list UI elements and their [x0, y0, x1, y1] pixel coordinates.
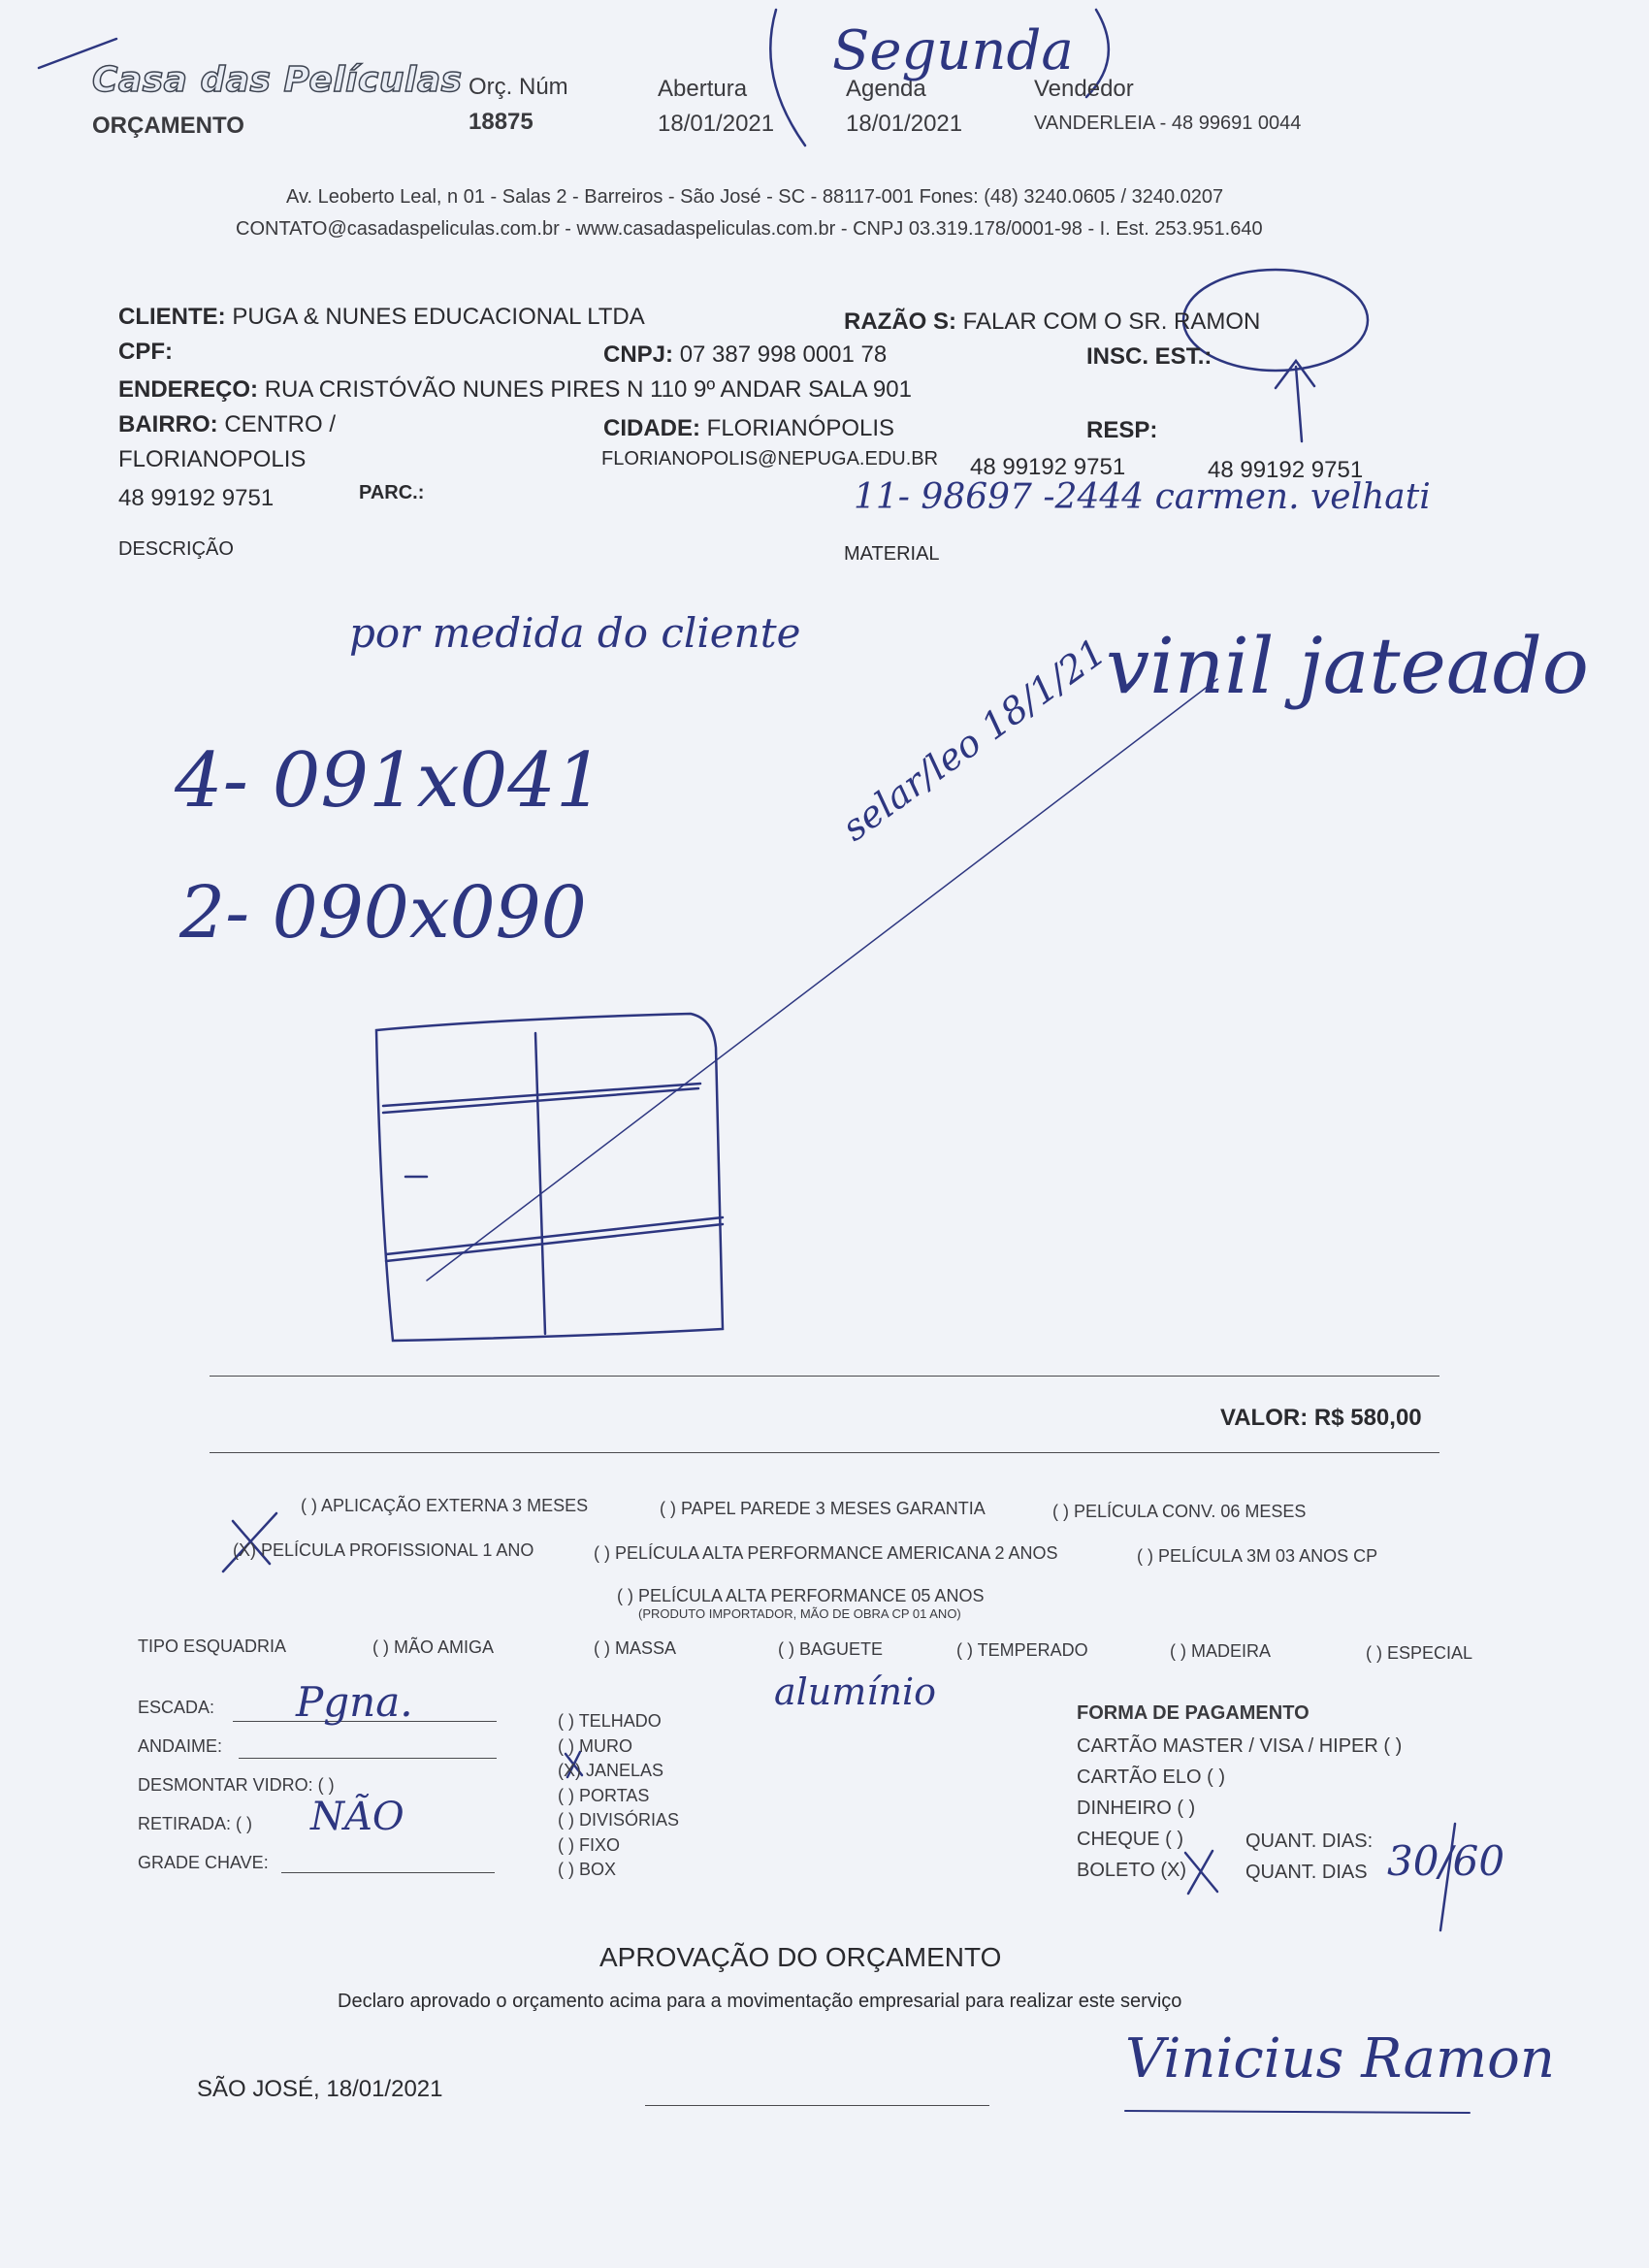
approval-place-date: SÃO JOSÉ, 18/01/2021	[197, 2076, 443, 2102]
client-email: FLORIANOPOLIS@NEPUGA.EDU.BR	[601, 448, 939, 470]
andaime-line	[239, 1758, 497, 1759]
retirada-label: RETIRADA: ( )	[138, 1814, 253, 1833]
escada-value: Pgna.	[296, 1678, 413, 1726]
handwritten-segunda: Segunda	[832, 19, 1074, 82]
valor-row: VALOR: R$ 580,00	[1220, 1405, 1422, 1431]
esquadria-label: TIPO ESQUADRIA	[138, 1636, 287, 1656]
window-frame-sketch	[376, 1014, 723, 1341]
handwritten-aluminio: alumínio	[774, 1670, 936, 1713]
client-phone-1: 48 99192 9751	[118, 485, 275, 511]
bracket-left-stroke	[770, 10, 805, 146]
payment-title: FORMA DE PAGAMENTO	[1077, 1702, 1310, 1724]
option-alta-performance-americana: ( ) PELÍCULA ALTA PERFORMANCE AMERICANA 2 ANOS	[594, 1543, 1058, 1563]
option-pelicula-conv: ( ) PELÍCULA CONV. 06 MESES	[1052, 1502, 1307, 1521]
handwritten-line-1: 4- 091x041	[175, 737, 604, 825]
endereco-row: ENDEREÇO: RUA CRISTÓVÃO NUNES PIRES N 110 9º ANDAR SALA 901	[118, 376, 912, 403]
payment-cartao-master: CARTÃO MASTER / VISA / HIPER ( )	[1077, 1735, 1403, 1757]
client-signature: Vinicius Ramon	[1125, 2027, 1555, 2090]
retirada-value: NÃO	[310, 1795, 404, 1839]
grade-chave-label: GRADE CHAVE:	[138, 1853, 269, 1872]
location-item: ( ) PORTAS	[558, 1785, 650, 1805]
x-mark-boleto	[1185, 1851, 1217, 1894]
window-divider-sketch	[535, 1033, 545, 1334]
location-item: ( ) BOX	[558, 1860, 617, 1879]
material-label: MATERIAL	[844, 543, 940, 565]
option-aplicacao-externa: ( ) APLICAÇÃO EXTERNA 3 MESES	[301, 1496, 589, 1515]
option-alta-performance-05: ( ) PELÍCULA ALTA PERFORMANCE 05 ANOS	[617, 1586, 985, 1605]
payment-dinheiro: DINHEIRO ( )	[1077, 1798, 1196, 1819]
client-phone-3: 48 99192 9751	[1208, 457, 1364, 483]
option-papel-parede: ( ) PAPEL PAREDE 3 MESES GARANTIA	[660, 1499, 986, 1518]
client-phone-2: 48 99192 9751	[970, 454, 1126, 480]
bairro-value: CENTRO /	[224, 411, 336, 437]
handwritten-material: vinil jateado	[1106, 621, 1589, 711]
razao-value: FALAR COM O SR. RAMON	[962, 308, 1261, 335]
handwritten-line-2: 2- 090x090	[179, 871, 587, 955]
agenda-label: Agenda	[846, 76, 926, 102]
esquadria-baguete: ( ) BAGUETE	[778, 1639, 884, 1659]
location-item: ( ) MURO	[558, 1735, 633, 1756]
valor-top-rule	[210, 1376, 1439, 1377]
vendedor-value: VANDERLEIA - 48 99691 0044	[1034, 113, 1302, 134]
arrow-shaft	[1296, 367, 1302, 441]
valor-amount: R$ 580,00	[1313, 1405, 1422, 1431]
andaime-label: ANDAIME:	[138, 1736, 223, 1756]
cliente-value: PUGA & NUNES EDUCACIONAL LTDA	[232, 304, 645, 330]
payment-boleto: BOLETO (X)	[1077, 1860, 1186, 1881]
vendedor-label: Vendedor	[1034, 76, 1134, 102]
doc-type-title: ORÇAMENTO	[92, 113, 244, 139]
orc-label: Orç. Núm	[469, 74, 568, 100]
handwritten-medida: por medida do cliente	[349, 609, 801, 657]
payment-cartao-elo: CARTÃO ELO ( )	[1077, 1766, 1225, 1788]
payment-cheque: CHEQUE ( )	[1077, 1829, 1183, 1850]
esquadria-massa: ( ) MASSA	[594, 1638, 677, 1658]
quant-dias-value: 30/60	[1387, 1837, 1505, 1885]
location-item: ( ) FIXO	[558, 1834, 621, 1855]
location-item: ( ) DIVISÓRIAS	[558, 1810, 680, 1830]
grade-chave-line	[281, 1872, 495, 1873]
locations-list	[558, 1709, 679, 1883]
esquadria-temperado: ( ) TEMPERADO	[956, 1640, 1088, 1660]
address-line-2: CONTATO@casadaspeliculas.com.br - www.casadaspeliculas.com.br - CNPJ 03.319.178/0001-98 - I. Est. 253.951.640	[236, 218, 1263, 240]
option-pelicula-profissional: (X) PELÍCULA PROFISSIONAL 1 ANO	[233, 1540, 534, 1560]
agenda-date: 18/01/2021	[846, 111, 963, 137]
desmontar-label: DESMONTAR VIDRO: ( )	[138, 1775, 335, 1795]
option-alta-performance-note: (PRODUTO IMPORTADOR, MÃO DE OBRA CP 01 ANO)	[638, 1606, 961, 1621]
abertura-label: Abertura	[658, 76, 748, 102]
cpf-label: CPF:	[118, 339, 173, 365]
approval-title: APROVAÇÃO DO ORÇAMENTO	[599, 1942, 1002, 1972]
location-item: ( ) TELHADO	[558, 1711, 662, 1731]
abertura-date: 18/01/2021	[658, 111, 775, 137]
cliente-row: CLIENTE: PUGA & NUNES EDUCACIONAL LTDA	[118, 304, 645, 330]
quant-dias-label-2: QUANT. DIAS	[1245, 1862, 1368, 1883]
esquadria-especial: ( ) ESPECIAL	[1366, 1643, 1473, 1663]
quant-dias-label-1: QUANT. DIAS:	[1245, 1831, 1374, 1852]
window-bar-bottom	[386, 1217, 723, 1261]
cnpj-value: 07 387 998 0001 78	[679, 341, 888, 368]
endereco-value: RUA CRISTÓVÃO NUNES PIRES N 110 9º ANDAR SALA 901	[264, 376, 912, 403]
bairro-city: FLORIANOPOLIS	[118, 446, 307, 472]
handwritten-diagonal: selar/leo 18/1/21	[834, 630, 1114, 850]
approval-signature-line	[645, 2105, 989, 2106]
orc-number: 18875	[469, 109, 534, 135]
bairro-row: BAIRRO: CENTRO /	[118, 411, 336, 437]
esquadria-madeira: ( ) MADEIRA	[1170, 1641, 1272, 1661]
approval-declaration: Declaro aprovado o orçamento acima para a movimentação empresarial para realizar este serviço	[338, 1991, 1182, 2012]
descricao-label: DESCRIÇÃO	[118, 538, 234, 560]
escada-label: ESCADA:	[138, 1698, 215, 1717]
signature-underline	[1125, 2111, 1470, 2113]
cidade-value: FLORIANÓPOLIS	[706, 415, 895, 441]
esquadria-mao-amiga: ( ) MÃO AMIGA	[372, 1637, 495, 1657]
cidade-row: CIDADE: FLORIANÓPOLIS	[603, 415, 895, 441]
resp-label: RESP:	[1086, 417, 1158, 443]
razao-row: RAZÃO S: FALAR COM O SR. RAMON	[844, 308, 1261, 335]
location-item: (X) JANELAS	[558, 1761, 664, 1780]
option-pelicula-3m: ( ) PELÍCULA 3M 03 ANOS CP	[1137, 1546, 1378, 1566]
handwritten-phone: 11- 98697 -2444 carmen. velhati	[854, 477, 1431, 517]
insc-est-label: INSC. EST.:	[1086, 343, 1212, 370]
arrow-head	[1276, 361, 1314, 388]
cnpj-row: CNPJ: 07 387 998 0001 78	[603, 341, 888, 368]
address-line-1: Av. Leoberto Leal, n 01 - Salas 2 - Barreiros - São José - SC - 88117-001 Fones: (48) 3240.0605 / 3240.0207	[286, 186, 1224, 208]
parc-label: PARC.:	[359, 482, 425, 503]
company-logo: Casa das Películas	[92, 60, 463, 100]
valor-bottom-rule	[210, 1452, 1439, 1453]
